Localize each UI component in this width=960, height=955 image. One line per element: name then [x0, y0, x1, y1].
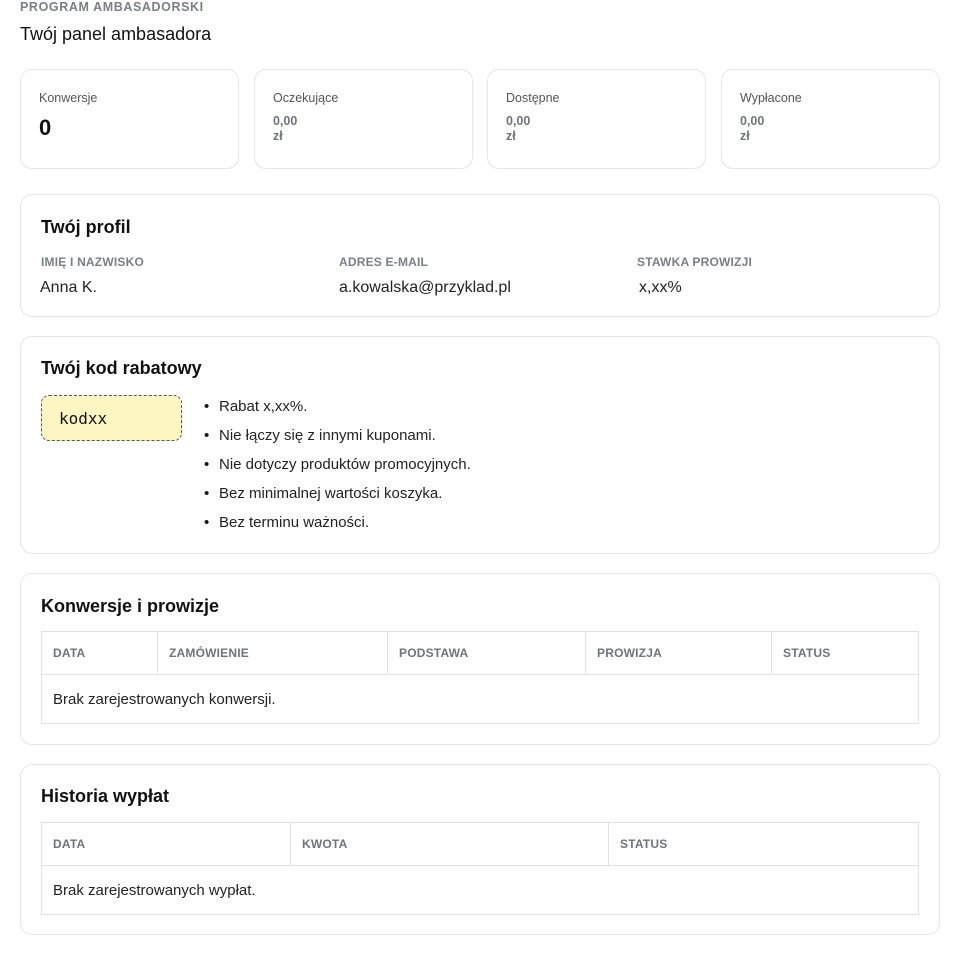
column-header-amount: KWOTA [291, 823, 609, 866]
stat-card-conversions [20, 69, 239, 169]
field-label-commission: STAWKA PROWIZJI [637, 255, 752, 269]
column-header-commission: PROWIZJA [586, 632, 772, 675]
stat-amount-value: 0,00 [740, 114, 765, 128]
stat-label: Konwersje [39, 91, 98, 105]
stat-amount-value: 0,00 [273, 114, 298, 128]
stat-card-pending [254, 69, 473, 169]
rule-item: • Bez terminu ważności. [204, 512, 471, 541]
stat-amount [740, 114, 764, 144]
field-value-name: Anna K. [40, 279, 97, 296]
profile-title: Twój profil [41, 217, 131, 237]
payouts-table [41, 822, 919, 915]
table-header-row [42, 632, 919, 675]
empty-message: Brak zarejestrowanych konwersji. [42, 675, 919, 724]
conversions-table [41, 631, 919, 724]
field-value-commission: x,xx% [639, 279, 682, 296]
empty-message: Brak zarejestrowanych wypłat. [42, 866, 919, 915]
discount-card [20, 336, 940, 554]
column-header-order: ZAMÓWIENIE [158, 632, 388, 675]
profile-card [20, 194, 940, 317]
payouts-title: Historia wypłat [41, 786, 170, 806]
stat-amount-value: 0,00 [506, 114, 531, 128]
eyebrow: PROGRAM AMBASADORSKI [20, 0, 204, 14]
stat-amount-currency: zł [740, 129, 750, 143]
stat-amount [506, 114, 530, 144]
column-header-date: DATA [42, 632, 158, 675]
column-header-status: STATUS [772, 632, 919, 675]
field-value-email: a.kowalska@przyklad.pl [339, 279, 511, 296]
table-row [42, 675, 919, 724]
column-header-base: PODSTAWA [388, 632, 586, 675]
conversions-title: Konwersje i prowizje [41, 596, 220, 616]
table-row [42, 866, 919, 915]
stat-label: Wypłacone [740, 91, 802, 105]
column-header-status: STATUS [609, 823, 919, 866]
stat-label: Oczekujące [273, 91, 339, 105]
rule-item: • Bez minimalnej wartości koszyka. [204, 483, 471, 512]
stat-amount-currency: zł [506, 129, 516, 143]
column-header-date: DATA [42, 823, 291, 866]
conversions-card [20, 573, 940, 745]
stat-value: 0 [39, 115, 52, 140]
stat-card-paid [721, 69, 940, 169]
stat-card-available [487, 69, 706, 169]
stat-label: Dostępne [506, 91, 560, 105]
rule-item: • Nie dotyczy produktów promocyjnych. [204, 454, 471, 483]
page-title: Twój panel ambasadora [20, 24, 212, 44]
discount-code[interactable]: kodxx [41, 395, 182, 441]
payouts-card [20, 764, 940, 935]
table-header-row [42, 823, 919, 866]
field-label-name: IMIĘ I NAZWISKO [41, 255, 144, 269]
discount-title: Twój kod rabatowy [41, 358, 202, 378]
rule-item: • Nie łączy się z innymi kuponami. [204, 425, 471, 454]
stat-amount-currency: zł [273, 129, 283, 143]
discount-rules [204, 396, 471, 541]
field-label-email: ADRES E-MAIL [339, 255, 429, 269]
rule-item: • Rabat x,xx%. [204, 396, 471, 425]
stat-amount [273, 114, 297, 144]
